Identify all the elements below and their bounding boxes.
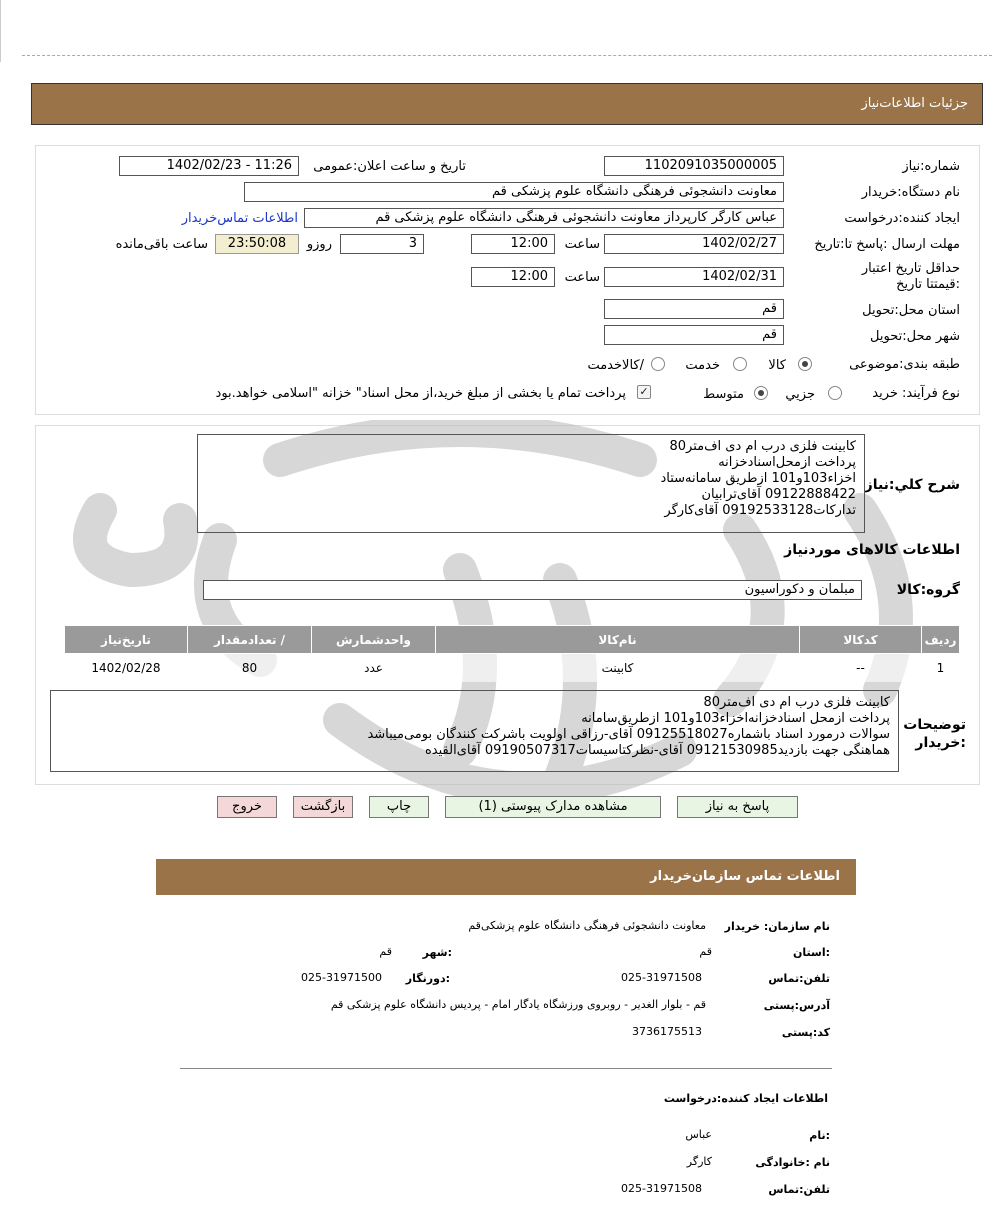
validity-time-label: ساعت [564, 270, 600, 285]
province-label: استان محل:تحویل [862, 303, 960, 318]
cell-qty: 80 [188, 654, 312, 682]
goods-group-field[interactable]: مبلمان و دکوراسیون [203, 580, 862, 600]
buyer-notes-line: کابینت فلزی درب ام دی اف‌متر80 [703, 695, 890, 710]
description-line: تدارکات09192533128 آقای‌کارگر [664, 503, 856, 518]
page-header [31, 83, 983, 125]
city-field[interactable]: قم [604, 325, 784, 345]
validity-date-field[interactable]: 1402/02/31 [604, 267, 784, 287]
buyer-org-field[interactable]: معاونت دانشجوئی فرهنگی دانشگاه علوم پزشکی قم [244, 182, 784, 202]
contact-postal: 3736175513 [632, 1025, 702, 1038]
category-label: طبقه بندی:موضوعی [849, 357, 960, 372]
contact-address-label: آدرس:پستی [763, 999, 830, 1012]
description-line: اخزاء103و101 ازطریق سامانه‌ستاد [660, 471, 856, 486]
process-label: نوع فرآیند: خرید [872, 386, 960, 401]
creator-name-label: :نام [809, 1129, 830, 1142]
table-row [65, 654, 960, 682]
category-radio-goods[interactable] [798, 357, 812, 371]
cell-unit: عدد [312, 654, 436, 682]
description-label: شرح کلي:نیاز [864, 477, 960, 493]
description-box [197, 434, 865, 533]
days-label: روزو [306, 237, 332, 252]
reply-button[interactable]: پاسخ به نیاز [677, 796, 798, 818]
col-qty: / تعدادمقدار [188, 626, 312, 654]
process-radio-minor[interactable] [828, 386, 842, 400]
buyer-notes-box [50, 690, 899, 772]
contact-title: اطلاعات تماس سازمان‌خریدار [650, 869, 840, 884]
goods-group-label: گروه:کالا [896, 582, 960, 598]
page-title: جزئیات اطلاعات‌نیاز [861, 96, 968, 111]
validity-label: حداقل تاریخ اعتبار :قیمتتا تاریخ [861, 261, 960, 292]
print-button[interactable]: چاپ [369, 796, 429, 818]
creator-field[interactable]: عباس کارگر کارپرداز معاونت دانشجوئی فرهنگی دانشگاه علوم پزشکی قم [304, 208, 784, 228]
top-divider [22, 55, 992, 56]
city-label: شهر محل:تحویل [870, 329, 960, 344]
description-line: 09122888422 آقای‌ترابیان [701, 487, 856, 502]
left-frame-line [0, 0, 1, 62]
goods-table [64, 625, 960, 682]
contact-org: معاونت دانشجوئی فرهنگی دانشگاه علوم پزشکی‌قم [468, 919, 706, 932]
creator-family: کارگر [686, 1155, 712, 1168]
deadline-time-label: ساعت [564, 237, 600, 252]
cell-name: کابینت [436, 654, 800, 682]
process-radio-medium[interactable] [754, 386, 768, 400]
attachments-button[interactable]: مشاهده مدارک پیوستی (1) [445, 796, 661, 818]
col-name: نام‌کالا [436, 626, 800, 654]
description-line: پرداخت ازمحل‌اسنادخزانه [718, 455, 856, 470]
deadline-date-field[interactable]: 1402/02/27 [604, 234, 784, 254]
cell-row: 1 [922, 654, 960, 682]
contact-fax: 025-31971500 [301, 971, 382, 984]
creator-phone: 025-31971508 [621, 1182, 702, 1195]
goods-table-header [65, 626, 960, 654]
contact-province: قم [699, 945, 712, 958]
category-both-label: /کالاخدمت [587, 358, 644, 373]
announce-field[interactable]: 1402/02/23 - 11:26 [119, 156, 299, 176]
contact-province-label: :استان [793, 946, 830, 959]
treasury-note: پرداخت تمام یا بخشی از مبلغ خرید،از محل اسناد" خزانه "اسلامی خواهد.بود [215, 386, 626, 401]
col-code: کدکالا [800, 626, 922, 654]
category-radio-service[interactable] [733, 357, 747, 371]
contact-header [156, 859, 856, 895]
contact-city: قم [379, 945, 392, 958]
buyer-notes-label: توضیحات :خریدار [903, 717, 966, 751]
contact-postal-label: کد:پستی [781, 1026, 830, 1039]
description-line: کابینت فلزی درب ام دی اف‌متر80 [669, 439, 856, 454]
buyer-notes-line: هماهنگی جهت بازدید09121530985 آقای-نظرکتاسیسات09190507317 آقای‌القیده [425, 743, 890, 758]
deadline-time-field[interactable]: 12:00 [471, 234, 555, 254]
buyer-contact-link[interactable]: اطلاعات تماس‌خریدار [181, 211, 298, 226]
category-goods-label: کالا [768, 358, 786, 373]
buyer-notes-line: پرداخت ازمحل اسنادخزانه‌اخزاء103و101 ازطریق‌سامانه [581, 711, 890, 726]
validity-time-field[interactable]: 12:00 [471, 267, 555, 287]
buyer-org-label: نام دستگاه:خریدار [861, 185, 960, 200]
province-field[interactable]: قم [604, 299, 784, 319]
cell-date: 1402/02/28 [65, 654, 188, 682]
creator-phone-label: تلفن:تماس [768, 1183, 830, 1196]
deadline-label: مهلت ارسال :پاسخ تا:تاریخ [814, 237, 960, 252]
back-button[interactable]: بازگشت [293, 796, 353, 818]
creator-family-label: نام :خانوادگی [755, 1156, 830, 1169]
remaining-label: ساعت باقی‌مانده [115, 237, 208, 252]
contact-phone-label: تلفن:تماس [768, 972, 830, 985]
category-radio-both[interactable] [651, 357, 665, 371]
contact-city-label: :شهر [422, 946, 452, 959]
col-unit: واحدشمارش [312, 626, 436, 654]
creator-name: عباس [685, 1128, 712, 1141]
cell-code: -- [800, 654, 922, 682]
treasury-checkbox[interactable]: ✓ [637, 385, 651, 399]
process-minor-label: جزیي [785, 387, 815, 402]
creator-section-title: اطلاعات ایجاد کننده:درخواست [663, 1092, 828, 1105]
buyer-notes-line: سوالات درمورد اسناد باشماره09125518027 آقای-رزاقی اولویت باشرکت کنندگان بومی‌میباشد [367, 727, 890, 742]
goods-section-title: اطلاعات کالاهای موردنیاز [784, 542, 960, 558]
need-number-field[interactable]: 1102091035000005 [604, 156, 784, 176]
contact-divider [180, 1068, 832, 1069]
contact-phone: 025-31971508 [621, 971, 702, 984]
process-medium-label: متوسط [703, 387, 744, 402]
contact-fax-label: :دورنگار [405, 972, 450, 985]
exit-button[interactable]: خروج [217, 796, 277, 818]
category-service-label: خدمت [685, 358, 720, 373]
need-number-label: شماره:نیاز [902, 159, 960, 174]
days-field[interactable]: 3 [340, 234, 424, 254]
col-row: ردیف [922, 626, 960, 654]
announce-label: تاریخ و ساعت اعلان:عمومی [313, 159, 466, 174]
contact-org-label: نام سازمان: خریدار [724, 920, 830, 933]
remaining-timer: 23:50:08 [215, 234, 299, 254]
col-date: تاریخ‌نیاز [65, 626, 188, 654]
creator-label: ایجاد کننده:درخواست [844, 211, 960, 226]
contact-address: قم - بلوار الغدیر - روبروی ورزشگاه یادگار امام - پردیس دانشگاه علوم پزشکی قم [330, 998, 706, 1011]
